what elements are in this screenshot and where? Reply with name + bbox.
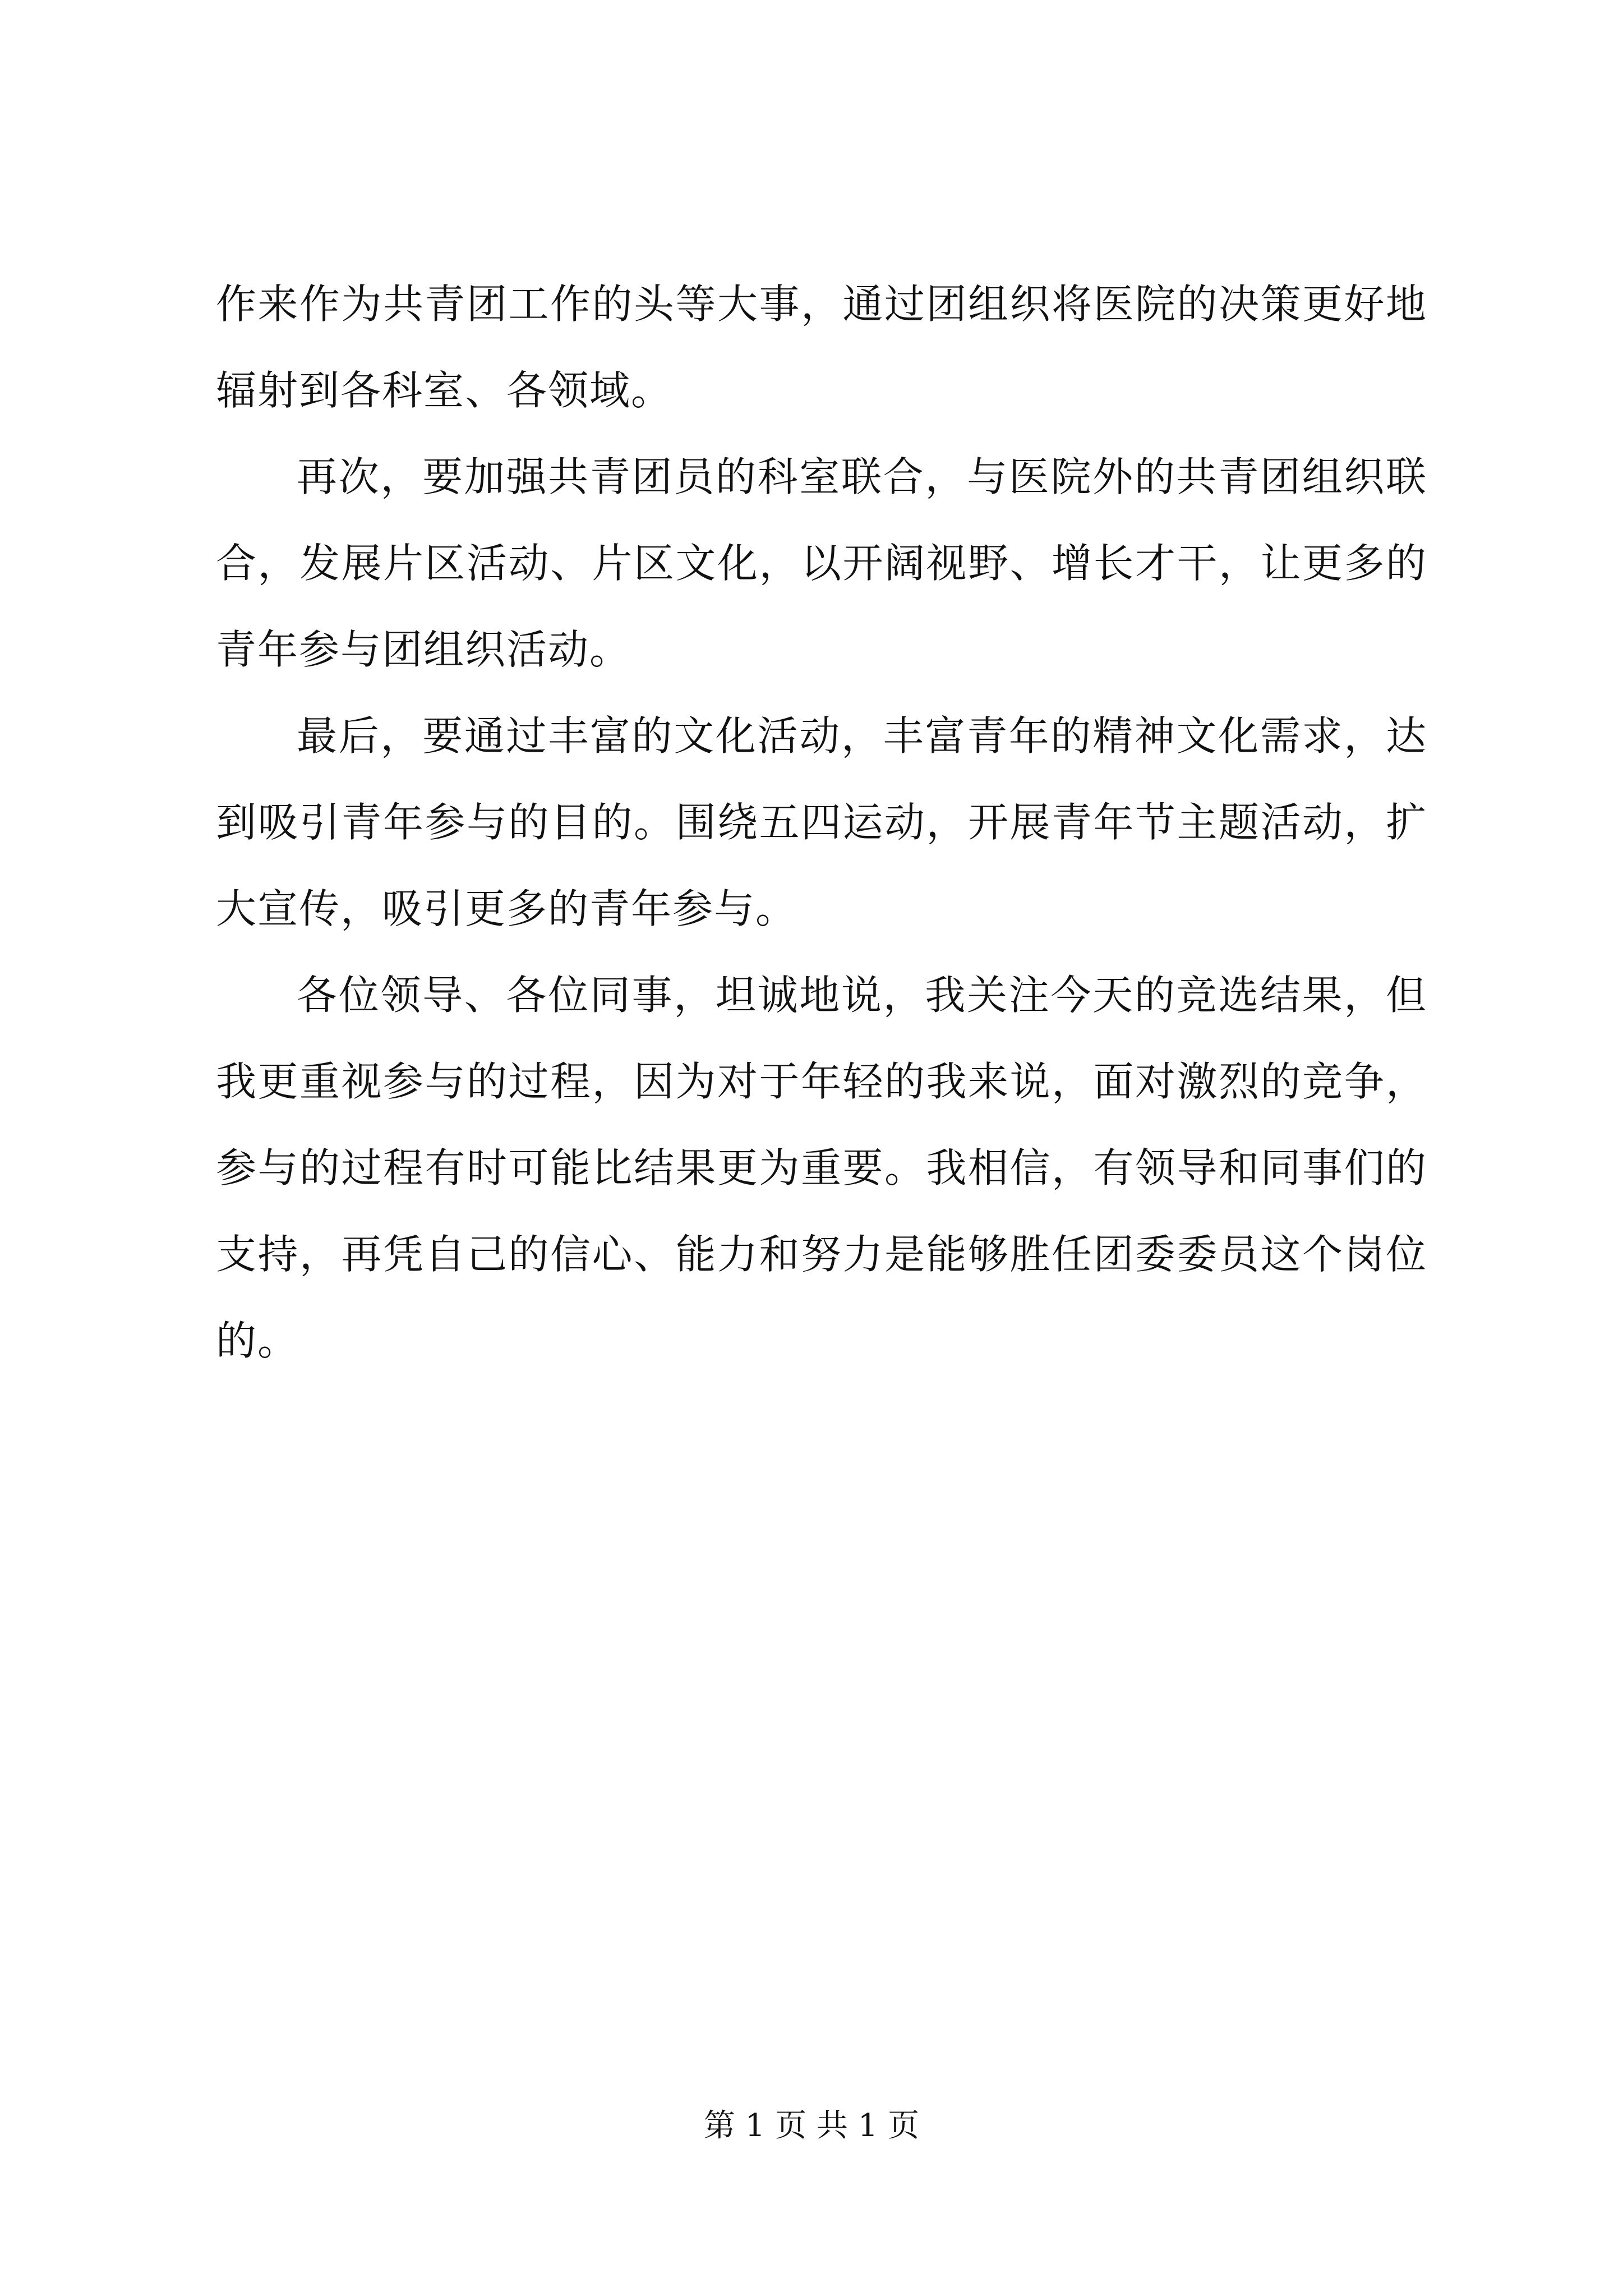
paragraph-cultural-activities: 最后，要通过丰富的文化活动，丰富青年的精神文化需求，达到吸引青年参与的目的。围绕五四运动，开展青年节主题活动，扩大宣传，吸引更多的青年参与。 — [216, 712, 1427, 932]
paragraph-strengthen-union: 再次，要加强共青团员的科室联合，与医院外的共青团组织联合，发展片区活动、片区文化，以开阔视野、增长才干，让更多的青年参与团组织活动。 — [216, 453, 1427, 673]
paragraph-continuation: 作来作为共青团工作的头等大事，通过团组织将医院的决策更好地辐射到各科室、各领域。 — [216, 280, 1427, 414]
document-body — [216, 261, 1427, 1384]
page-footer: 第 1 页 共 1 页 — [703, 2108, 920, 2144]
paragraph-closing-statement: 各位领导、各位同事，坦诚地说，我关注今天的竞选结果，但我更重视参与的过程，因为对于年轻的我来说，面对激烈的竞争，参与的过程有时可能比结果更为重要。我相信，有领导和同事们的支持，再凭自己的信心、能力和努力是能够胜任团委委员这个岗位的。 — [216, 972, 1427, 1364]
